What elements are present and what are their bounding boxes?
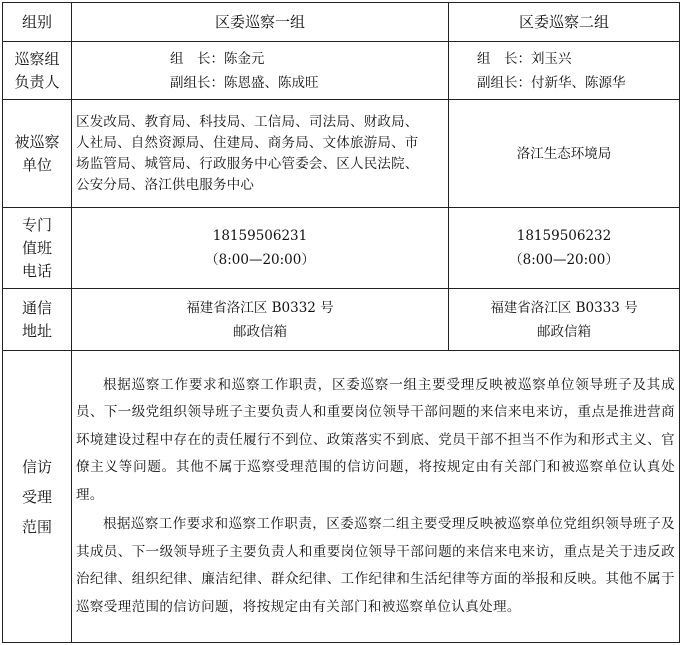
group2-leaders <box>449 42 680 100</box>
group1-deputy: 副组长：陈恩盛、陈成旺 <box>170 74 319 91</box>
group1-leaders <box>72 42 449 100</box>
phone-label: 专门 值班 电话 <box>3 208 72 289</box>
group2-phone-number: 18159506232 <box>516 228 612 244</box>
group1-phone-hours: （8:00—20:00） <box>205 252 315 268</box>
units-label: 被巡察 单位 <box>3 100 72 208</box>
group2-phone-hours: （8:00—20:00） <box>509 252 619 268</box>
header-row <box>3 3 680 42</box>
group1-leader: 组 长：陈金元 <box>170 50 265 67</box>
group2-address: 福建省洛江区 B0333 号 邮政信箱 <box>449 289 680 351</box>
scope-row <box>3 351 680 643</box>
scope-content <box>72 351 680 643</box>
header-group-label: 组别 <box>3 3 72 42</box>
leaders-row <box>3 42 680 100</box>
group2-deputy: 副组长：付新华、陈源华 <box>477 74 626 91</box>
phone-row <box>3 208 680 289</box>
scope-label: 信访 受理 范围 <box>3 351 72 643</box>
group2-units: 洛江生态环境局 <box>449 100 680 208</box>
group1-address: 福建省洛江区 B0332 号 邮政信箱 <box>72 289 449 351</box>
header-group2: 区委巡察二组 <box>449 3 680 42</box>
group1-units: 区发改局、教育局、科技局、工信局、司法局、财政局、 人社局、自然资源局、住建局、商务局、文体旅游局、市 场监管局、城管局、行政服务中心管委会、区人民法院、 公安分局、洛江供电服务中心 <box>72 100 449 208</box>
group1-phone-number: 18159506231 <box>212 228 308 244</box>
header-group1: 区委巡察一组 <box>72 3 449 42</box>
scope-paragraph-group2: 根据巡察工作要求和巡察工作职责，区委巡察二组主要受理反映被巡察单位党组织领导班子及其成员、下一级领导班子主要负责人和重要岗位领导干部问题的来信来电来访，重点是关于违反政治纪律、组织纪律、廉洁纪律、群众纪律、工作纪律和生活纪律等方面的举报和反映。其他不属于巡察受理范围的信访问题，将按规定由有关部门和被巡察单位认真处理。 <box>76 516 675 615</box>
scope-paragraph-group1: 根据巡察工作要求和巡察工作职责，区委巡察一组主要受理反映被巡察单位领导班子及其成员、下一级党组织领导班子主要负责人和重要岗位领导干部问题的来信来电来访，重点是推进营商环境建设过程中存在的责任履行不到位、政策落实不到底、党员干部不担当不作为和形式主义、官僚主义等问题。其他不属于巡察受理范围的信访问题，将按规定由有关部门和被巡察单位认真处理。 <box>76 376 675 503</box>
address-row <box>3 289 680 351</box>
group2-leader: 组 长：刘玉兴 <box>477 50 572 67</box>
group1-phone <box>72 208 449 289</box>
leaders-label: 巡察组 负责人 <box>3 42 72 100</box>
inspection-info-table <box>2 2 680 643</box>
group2-phone <box>449 208 680 289</box>
units-row <box>3 100 680 208</box>
address-label: 通信 地址 <box>3 289 72 351</box>
